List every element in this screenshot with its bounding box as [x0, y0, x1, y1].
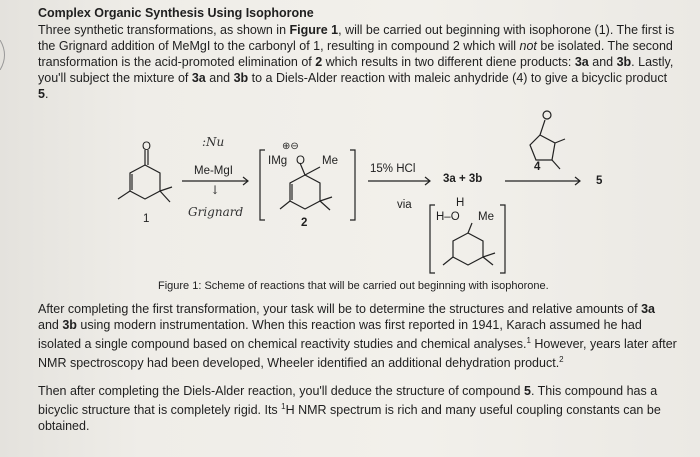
figure-caption: Figure 1: Scheme of reactions that will be carried out beginning with isophorone.: [158, 280, 549, 292]
acid-reagent-label: 15% HCl: [370, 163, 416, 175]
isophorone-structure: [118, 150, 172, 202]
img-label: IMg: [268, 155, 288, 167]
charge-labels: ⊕⊖: [282, 141, 299, 152]
intro-paragraph: Three synthetic transformations, as shown in Figure 1, will be carried out beginning with isophorone (1). The first is the Grignard addition of MeMgI to the carbonyl of 1, resulting in compound 2 which will not be isolated. The second transformation is the acid-promoted elimination of 2 which results in two different diene products: 3a and 3b. Lastly, you'll subject the mixture of 3a and 3b to a Diels-Alder reaction with maleic anhydride (4) to give a bicyclic product 5.: [38, 23, 675, 101]
methyl-label: Me: [322, 155, 338, 167]
reagent-label: Me-MgI: [194, 165, 233, 177]
document-title: Complex Organic Synthesis Using Isophorone: [38, 6, 314, 20]
via-label: via: [397, 199, 412, 211]
reaction-scheme-figure: [100, 105, 660, 285]
compound-2-label: 2: [301, 217, 308, 229]
carbonyl-o-label: O: [142, 141, 151, 153]
alkoxide-o-label: O: [296, 155, 305, 167]
oxonium-ho-label: H–O: [436, 211, 460, 223]
compound-1-label: 1: [143, 213, 150, 225]
down-arrow-note: ↓: [210, 183, 221, 197]
compound-4-label: 4: [534, 161, 541, 173]
page-edge-shadow: [0, 40, 10, 70]
nucleophile-note: :Nu: [202, 135, 225, 149]
oxonium-h-label: H: [456, 197, 465, 209]
products-label: 3a + 3b: [443, 173, 483, 185]
paragraph-instrumentation: After completing the first transformation, your task will be to determine the structures and relative amounts of 3a and 3b using modern instrumentation. When this reaction was first reported in 1941, Karach assumed he had isolated a single compound based on chemical reactivity studies and chemical analyses.$^1$ However, years later after NMR spectroscopy had been developed, Wheeler identified an additional dehydration product.$^2$: [38, 302, 677, 371]
compound-5-label: 5: [596, 175, 603, 187]
reaction-scheme-drawing: [100, 105, 660, 285]
paragraph-diels-alder: Then after completing the Diels-Alder reaction, you'll deduce the structure of compound 5. This compound has a bicyclic structure that is completely rigid. Its $^1$H NMR spectrum is rich and many useful coupling constants can be obtained.: [38, 384, 661, 434]
grignard-note: Grignard: [188, 205, 244, 219]
oxonium-methyl-label: Me: [478, 211, 494, 223]
